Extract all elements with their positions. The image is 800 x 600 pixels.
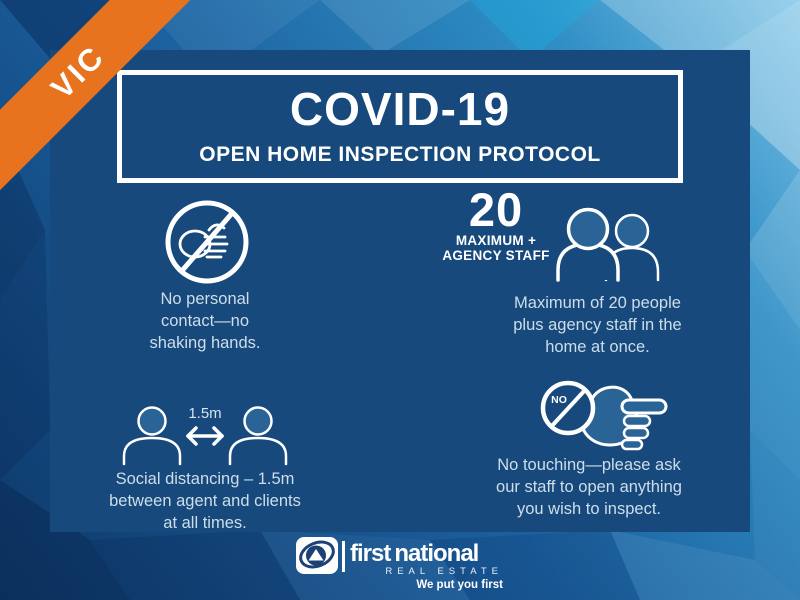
no-handshake-icon — [161, 196, 253, 288]
brand-name — [350, 540, 505, 568]
caption-line: our staff to open anything — [496, 478, 682, 496]
caption-line: plus agency staff in the — [513, 316, 682, 334]
no-touching-caption — [475, 454, 703, 520]
brand-name-second: national — [394, 540, 479, 567]
caption-line: home at once. — [545, 338, 650, 356]
caption-line: No personal — [160, 290, 250, 308]
brand-mark-icon — [296, 537, 338, 574]
stat-sub-1: MAXIMUM + — [455, 232, 537, 248]
distance-label: 1.5m — [188, 405, 222, 422]
caption-line: No touching—please ask — [497, 456, 681, 474]
protocol-panel — [50, 50, 750, 532]
brand-name-first: first — [350, 540, 391, 567]
caption-line: at all times. — [163, 514, 247, 532]
poster-subtitle: OPEN HOME INSPECTION PROTOCOL — [199, 143, 601, 166]
brand-tagline: We put you first — [416, 579, 503, 591]
brand-divider — [342, 541, 345, 572]
caption-line: you wish to inspect. — [517, 500, 661, 518]
stat-sub-2: AGENCY STAFF — [442, 247, 550, 263]
state-label: VIC — [43, 37, 112, 106]
stat-number: 20 — [468, 183, 524, 236]
social-distancing-caption — [90, 468, 320, 534]
social-distancing-icon — [108, 394, 302, 478]
no-touching-icon — [532, 370, 672, 456]
caption-line: between agent and clients — [109, 492, 301, 510]
poster-title: COVID-19 — [289, 83, 511, 135]
max-people-stat — [438, 183, 554, 263]
brand-subtitle: REAL ESTATE — [385, 566, 503, 577]
no-label: NO — [551, 394, 567, 406]
two-people-icon — [544, 186, 676, 282]
caption-line: Social distancing – 1.5m — [115, 470, 295, 488]
caption-line: shaking hands. — [149, 334, 261, 352]
caption-line: Maximum of 20 people — [514, 294, 681, 312]
no-contact-caption — [120, 288, 290, 354]
caption-line: contact—no — [160, 312, 250, 330]
title-box — [117, 70, 683, 183]
max-people-caption — [495, 292, 700, 358]
